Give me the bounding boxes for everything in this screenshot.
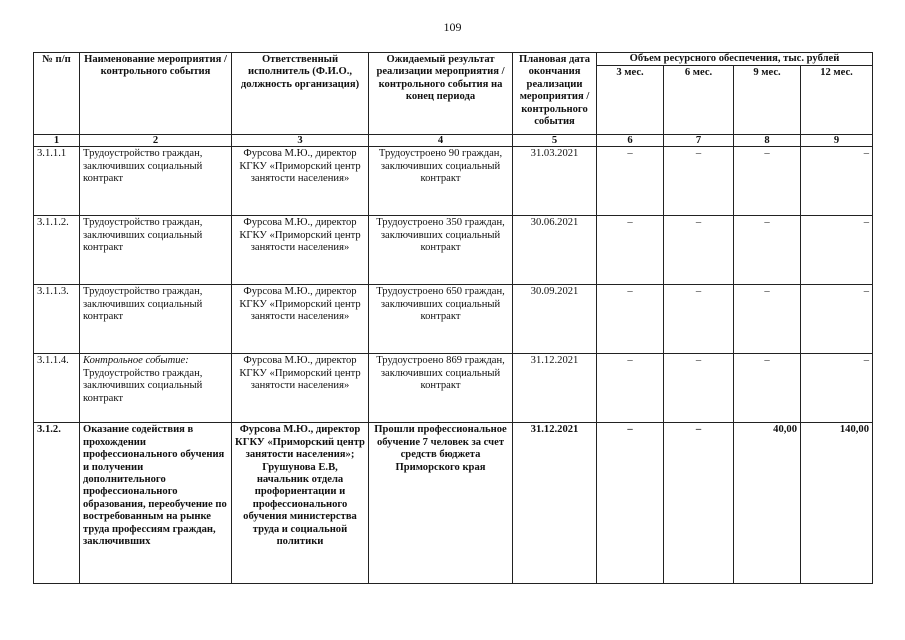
plan-table bbox=[33, 52, 873, 584]
column-number-row bbox=[34, 135, 873, 147]
row-m9: 40,00 bbox=[734, 423, 801, 584]
column-number: 1 bbox=[34, 135, 80, 147]
row-m12: – bbox=[801, 216, 873, 285]
page-number: 109 bbox=[443, 20, 462, 34]
row-m12: – bbox=[801, 285, 873, 354]
row-num: 3.1.1.3. bbox=[34, 285, 80, 354]
row-num: 3.1.1.1 bbox=[34, 147, 80, 216]
row-m6: – bbox=[664, 354, 734, 423]
row-date: 31.12.2021 bbox=[513, 354, 597, 423]
row-responsible: Фурсова М.Ю., директор КГКУ «Приморский центр занятости населения» bbox=[232, 285, 369, 354]
row-m3: – bbox=[597, 285, 664, 354]
row-m9: – bbox=[734, 285, 801, 354]
row-result: Трудоустроено 869 граждан, заключивших социальный контракт bbox=[369, 354, 513, 423]
header-period-3: 3 мес. bbox=[597, 66, 664, 135]
row-num: 3.1.1.4. bbox=[34, 354, 80, 423]
row-m6: – bbox=[664, 285, 734, 354]
row-result: Прошли профессиональное обучение 7 человек за счет средств бюджета Приморского края bbox=[369, 423, 513, 584]
table-row bbox=[34, 354, 873, 423]
row-name: Трудоустройство граждан, заключивших социальный контракт bbox=[80, 147, 232, 216]
column-number: 8 bbox=[734, 135, 801, 147]
header-num: № п/п bbox=[34, 53, 80, 135]
header-date: Плановая дата окончания реализации мероприятия / контрольного события bbox=[513, 53, 597, 135]
control-event-label: Контрольное событие: bbox=[83, 355, 189, 367]
row-m12: – bbox=[801, 354, 873, 423]
row-responsible: Фурсова М.Ю., директор КГКУ «Приморский центр занятости населения» bbox=[232, 354, 369, 423]
header-row bbox=[34, 53, 873, 66]
row-responsible: Фурсова М.Ю., директор КГКУ «Приморский центр занятости населения»; Грушунова Е.В, начальник отдела профориентации и профессионального обучения министерства труда и социальной политики bbox=[232, 423, 369, 584]
row-date: 30.09.2021 bbox=[513, 285, 597, 354]
row-name-cell bbox=[80, 354, 232, 423]
header-name: Наименование мероприятия / контрольного события bbox=[80, 53, 232, 135]
table-row-main bbox=[34, 423, 873, 584]
row-m9: – bbox=[734, 354, 801, 423]
row-responsible: Фурсова М.Ю., директор КГКУ «Приморский центр занятости населения» bbox=[232, 216, 369, 285]
header-period-6: 6 мес. bbox=[664, 66, 734, 135]
row-m6: – bbox=[664, 147, 734, 216]
header-period-12: 12 мес. bbox=[801, 66, 873, 135]
header-period-9: 9 мес. bbox=[734, 66, 801, 135]
column-number: 9 bbox=[801, 135, 873, 147]
table-row bbox=[34, 147, 873, 216]
row-m3: – bbox=[597, 147, 664, 216]
row-result: Трудоустроено 350 граждан, заключивших социальный контракт bbox=[369, 216, 513, 285]
row-num: 3.1.1.2. bbox=[34, 216, 80, 285]
row-m3: – bbox=[597, 216, 664, 285]
table-row bbox=[34, 216, 873, 285]
row-date: 31.03.2021 bbox=[513, 147, 597, 216]
row-name: Трудоустройство граждан, заключивших социальный контракт bbox=[80, 285, 232, 354]
row-name: Трудоустройство граждан, заключивших социальный контракт bbox=[83, 367, 203, 404]
row-m12: 140,00 bbox=[801, 423, 873, 584]
row-name: Трудоустройство граждан, заключивших социальный контракт bbox=[80, 216, 232, 285]
row-num: 3.1.2. bbox=[34, 423, 80, 584]
row-date: 30.06.2021 bbox=[513, 216, 597, 285]
row-m3: – bbox=[597, 354, 664, 423]
column-number: 4 bbox=[369, 135, 513, 147]
row-m9: – bbox=[734, 147, 801, 216]
column-number: 2 bbox=[80, 135, 232, 147]
row-m9: – bbox=[734, 216, 801, 285]
row-m12: – bbox=[801, 147, 873, 216]
column-number: 7 bbox=[664, 135, 734, 147]
column-number: 6 bbox=[597, 135, 664, 147]
row-m6: – bbox=[664, 216, 734, 285]
table-row bbox=[34, 285, 873, 354]
header-responsible: Ответственный исполнитель (Ф.И.О., должность организация) bbox=[232, 53, 369, 135]
column-number: 5 bbox=[513, 135, 597, 147]
row-m3: – bbox=[597, 423, 664, 584]
row-name: Оказание содействия в прохождении профессионального обучения и получении дополнительного профессионального образования, переобучение по востребованным на рынке труда профессиям граждан, заключивших bbox=[80, 423, 232, 584]
column-number: 3 bbox=[232, 135, 369, 147]
header-result: Ожидаемый результат реализации мероприятия / контрольного события на конец периода bbox=[369, 53, 513, 135]
row-result: Трудоустроено 90 граждан, заключивших социальный контракт bbox=[369, 147, 513, 216]
row-m6: – bbox=[664, 423, 734, 584]
header-funding: Объем ресурсного обеспечения, тыс. рублей bbox=[597, 53, 873, 66]
row-result: Трудоустроено 650 граждан, заключивших социальный контракт bbox=[369, 285, 513, 354]
row-date: 31.12.2021 bbox=[513, 423, 597, 584]
row-responsible: Фурсова М.Ю., директор КГКУ «Приморский центр занятости населения» bbox=[232, 147, 369, 216]
